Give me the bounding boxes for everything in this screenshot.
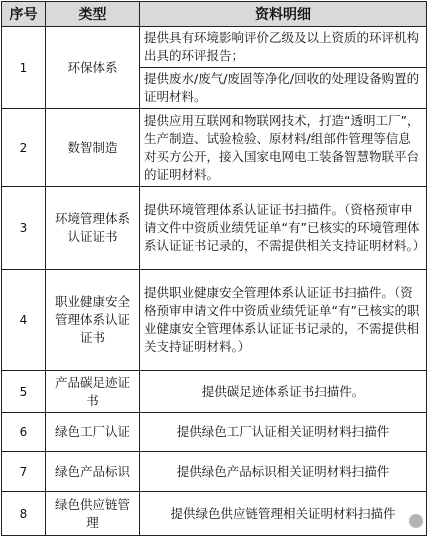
row-detail: 提供绿色工厂认证相关证明材料扫描件 — [140, 413, 427, 452]
row-no: 4 — [2, 270, 46, 371]
row-category: 产品碳足迹证书 — [46, 371, 140, 413]
row-category: 绿色产品标识 — [46, 452, 140, 492]
row-no: 3 — [2, 187, 46, 270]
row-no: 2 — [2, 109, 46, 187]
row-detail: 提供绿色产品标识相关证明材料扫描件 — [140, 452, 427, 492]
row-category: 数智制造 — [46, 109, 140, 187]
header-detail: 资料明细 — [140, 2, 427, 27]
row-detail: 提供具有环境影响评价乙级及以上资质的环评机构出具的环评报告； — [140, 27, 427, 68]
row-category: 职业健康安全管理体系认证证书 — [46, 270, 140, 371]
watermark-logo-icon — [409, 514, 423, 528]
row-no: 5 — [2, 371, 46, 413]
watermark — [409, 514, 423, 528]
row-detail: 提供职业健康安全管理体系认证证书扫描件。（资格预审申请文件中资质业绩凭证单“有”已核实的职业健康安全管理体系认证证书记录的，不需提供相关支持证明材料。） — [140, 270, 427, 371]
table-row — [2, 452, 427, 492]
row-detail: 提供废水/废气/废固等净化/回收的处理设备购置的证明材料。 — [140, 68, 427, 109]
table-row — [2, 413, 427, 452]
row-category: 环境管理体系认证证书 — [46, 187, 140, 270]
header-row — [2, 2, 427, 27]
header-no: 序号 — [2, 2, 46, 27]
materials-table — [1, 1, 427, 536]
row-category: 绿色工厂认证 — [46, 413, 140, 452]
row-no: 8 — [2, 492, 46, 536]
row-detail: 提供环境管理体系认证证书扫描件。（资格预审申请文件中资质业绩凭证单“有”已核实的环境管理体系认证证书记录的，不需提供相关支持证明材料。） — [140, 187, 427, 270]
table-row — [2, 270, 427, 371]
table-row — [2, 371, 427, 413]
row-detail: 提供绿色供应链管理相关证明材料扫描件 — [140, 492, 427, 536]
row-no: 6 — [2, 413, 46, 452]
row-no: 1 — [2, 27, 46, 109]
table-row — [2, 187, 427, 270]
row-detail: 提供应用互联网和物联网技术，打造“透明工厂”，生产制造、试验检验、原材料/组部件管理等信息对买方公开，接入国家电网电工装备智慧物联平台的证明材料。 — [140, 109, 427, 187]
row-category: 绿色供应链管理 — [46, 492, 140, 536]
table-row — [2, 27, 427, 68]
table-row — [2, 109, 427, 187]
table-row — [2, 492, 427, 536]
row-no: 7 — [2, 452, 46, 492]
row-detail: 提供碳足迹体系证书扫描件。 — [140, 371, 427, 413]
row-category: 环保体系 — [46, 27, 140, 109]
header-category: 类型 — [46, 2, 140, 27]
